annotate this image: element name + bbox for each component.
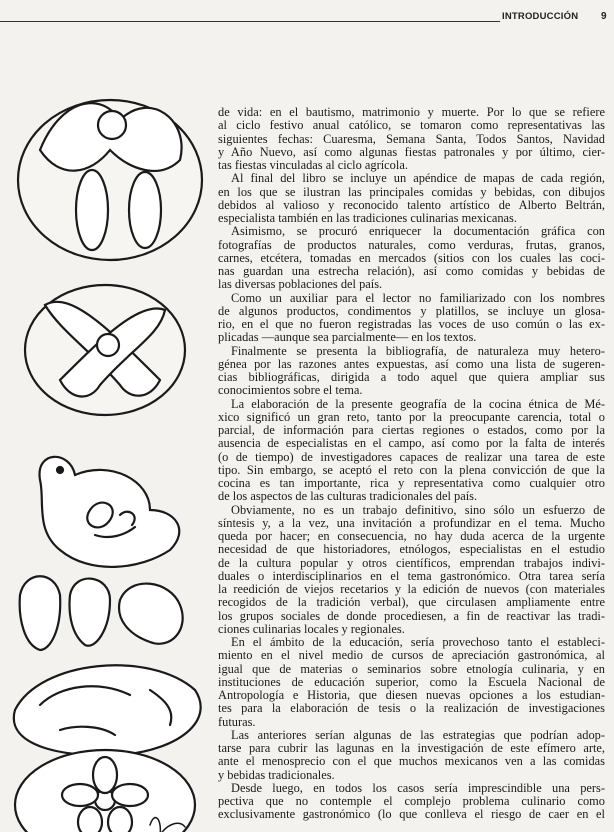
text-line: siguientes fechas: Cuaresma, Semana Santa, Todos Santos, Navidad xyxy=(218,131,605,146)
text-line: tipo. Sin embargo, se aceptó el reto con la plena convicción de que la xyxy=(218,462,605,477)
text-line: de algunos productos, condimentos y platillos, se incluye un glosa- xyxy=(218,303,605,318)
paragraph xyxy=(218,504,605,637)
text-line: cocina es tan importante, rica y representativa como cualquier otro xyxy=(218,476,605,490)
text-line: los grupos sociales de donde procediesen, a fin de reactivar las tradi- xyxy=(218,608,605,623)
text-line: En el ámbito de la educación, sería provechoso tanto el estableci- xyxy=(231,635,605,649)
header-rule xyxy=(0,21,500,22)
paragraph xyxy=(218,345,605,398)
text-line: génea por las razones antes expuestas, así como una lista de sugeren- xyxy=(218,356,605,371)
text-line: conocimientos sobre el tema. xyxy=(218,383,363,398)
text-line: futuras. xyxy=(218,714,256,729)
bird-bread-illustration xyxy=(40,457,180,567)
text-line: debidos al valioso y reconocido talento artístico de Alberto Beltrán, xyxy=(218,197,605,212)
text-line: carnes, etcétera, tomadas en mercados (sitios con los cuales las coci- xyxy=(218,250,605,265)
text-line: xico significó un gran reto, tanto por la preocupante carencia, total o xyxy=(218,409,605,424)
running-title: INTRODUCCIÓN xyxy=(502,11,579,22)
text-line: las diversas poblaciones del país. xyxy=(218,277,383,292)
text-line: tas fiestas vinculadas al ciclo agrícola. xyxy=(218,158,408,172)
text-line: cias bibliográficas, dirigida a todo aquel que quiera ampliar sus xyxy=(218,370,605,384)
paragraph xyxy=(218,398,605,504)
text-line: síntesis y, a la vez, una invitación a profundizar en el tema. Mucho xyxy=(218,515,605,530)
paragraph xyxy=(218,106,605,172)
text-line: Antropología e Historia, que diesen nuevas opciones a los estudian- xyxy=(218,688,605,702)
text-line: fotografías de productos naturales, como verduras, frutas, granos, xyxy=(218,237,605,252)
text-line: queda por hacer; en consecuencia, no hay duda acerca de la urgente xyxy=(218,529,605,543)
text-line: Las anteriores serían algunas de las estrategias que podrían adop- xyxy=(231,727,605,742)
text-line: instituciones de educación superior, como la Escuela Nacional de xyxy=(218,674,605,689)
bread-illustrations xyxy=(0,30,215,832)
paragraph xyxy=(218,292,605,345)
text-line: La elaboración de la presente geografía de la cocina étnica de Mé- xyxy=(231,396,605,411)
text-line: pectiva que no contemple el complejo problema culinario como xyxy=(218,794,605,808)
text-line: ciones culinarias locales y regionales. xyxy=(218,621,405,636)
text-line: Al final del libro se incluye un apéndice de mapas de cada región, xyxy=(231,171,605,186)
text-line: la reedición de viejos recetarios y la edición de nuevos (con materiales xyxy=(218,582,605,596)
text-line: Desde luego, en todos los casos sería imprescindible una pers- xyxy=(231,780,605,795)
pan-de-muerto-illustration-2 xyxy=(25,285,185,415)
text-line: Finalmente se presenta la bibliografía, de naturaleza muy hetero- xyxy=(231,343,605,358)
text-line: recogidos de la tradición verbal), que circulasen ampliamente entre xyxy=(218,595,605,610)
text-line: ausencia de especialistas en el campo, así como por la falta de interés xyxy=(218,436,605,451)
text-line: tarse para cubrir las lagunas en la investigación de este efímero arte, xyxy=(218,741,605,755)
body-text xyxy=(218,106,605,822)
text-line: nas guardan una estrecha relación), así como comidas y bebidas de xyxy=(218,264,605,278)
text-line: y Año Nuevo, así como algunas fiestas patronales y por último, cier- xyxy=(218,144,605,159)
text-line: y bebidas tradicionales. xyxy=(218,767,335,782)
text-line: exclusivamente gastronómico (lo que conlleva el riesgo de caer en el xyxy=(218,807,605,822)
text-line: Como un auxiliar para el lector no familiarizado con los nombres xyxy=(231,290,605,305)
text-line: Asimismo, se procuró enriquecer la documentación gráfica con xyxy=(231,224,605,239)
paragraph xyxy=(218,225,605,291)
text-line: de la cultura popular y otros científicos, emprendan trabajos indivi- xyxy=(218,555,605,570)
text-line: miento en el nivel medio de cursos de apreciación gastronómica, al xyxy=(218,648,605,663)
text-line: tes para la elaboración de tesis o la realización de investigaciones xyxy=(218,701,605,716)
text-line: Obviamente, no es un trabajo definitivo, sino sólo un esfuerzo de xyxy=(231,502,605,517)
text-line: ante el menosprecio con el que muchos mexicanos ven a las comidas xyxy=(218,754,605,769)
text-line: en los que se ilustran las principales comidas y bebidas, con dibujos xyxy=(218,184,605,199)
paragraph xyxy=(218,782,605,822)
text-line: especialista también en las tradiciones culinarias mexicanas. xyxy=(218,211,517,225)
pan-de-muerto-illustration-1 xyxy=(18,100,202,260)
text-line: igual que de materias o seminarios sobre etnología culinaria, y en xyxy=(218,661,605,676)
page-number: 9 xyxy=(601,11,607,22)
text-line: duales o interdisciplinarios en el tema gastronómico. Otra tarea sería xyxy=(218,568,605,583)
text-line: de los aspectos de las culturas tradicionales del país. xyxy=(218,489,478,504)
oval-bread-illustration xyxy=(14,665,201,755)
paragraph xyxy=(218,636,605,729)
small-breads-illustration xyxy=(20,576,183,650)
paragraph xyxy=(218,172,605,225)
flower-bread-illustration xyxy=(15,750,195,832)
text-line: al ciclo festivo anual católico, se tomaron como representativas las xyxy=(218,118,605,133)
text-line: de vida: en el bautismo, matrimonio y muerte. Por lo que se refiere xyxy=(218,105,605,119)
text-line: necesidad de que historiadores, etnólogos, especialistas en el estudio xyxy=(218,542,605,557)
text-line: plicadas —aunque sea parcialmente— en los textos. xyxy=(218,330,477,345)
text-line: (o de tiempo) de investigadores capaces de realizar una tarea de este xyxy=(218,449,605,464)
text-line: parcial, de información para ciertas regiones o estados, como por la xyxy=(218,423,605,437)
paragraph xyxy=(218,729,605,782)
text-line: rio, en el que no fueron registradas las voces de uso común o las ex- xyxy=(218,317,605,331)
